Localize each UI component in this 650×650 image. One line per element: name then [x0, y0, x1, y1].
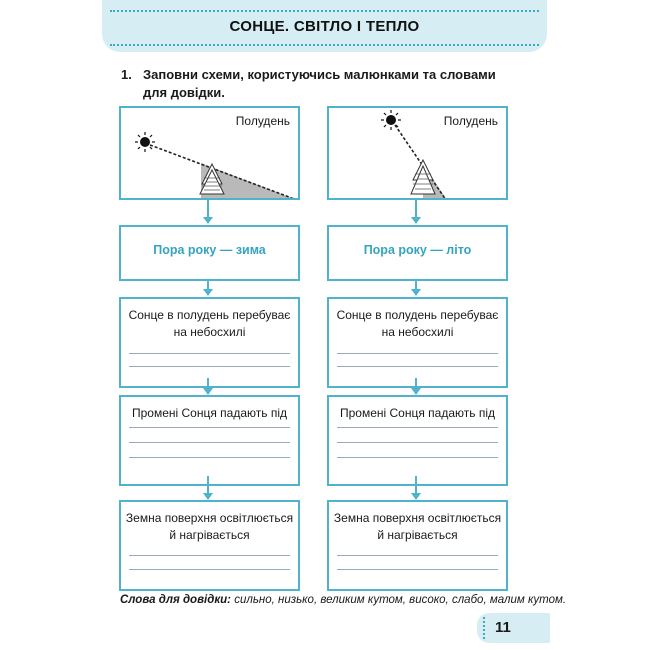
reference-words-list: сильно, низько, великим кутом, високо, слабо, малим кутом. — [231, 594, 567, 606]
season-label-winter: Пора року — зима — [153, 243, 266, 257]
summer-noon-illustration — [327, 106, 508, 200]
rays-text: Промені Сонця падають під — [131, 406, 288, 420]
rays-box-summer — [327, 395, 508, 486]
season-box-winter — [119, 225, 300, 281]
answer-line[interactable] — [337, 555, 498, 556]
answer-line[interactable] — [129, 366, 290, 367]
page-title: СОНЦЕ. СВІТЛО І ТЕПЛО — [229, 18, 420, 35]
reference-words-label: Слова для довідки: — [120, 594, 232, 606]
noon-label: Полудень — [443, 114, 498, 128]
answer-line[interactable] — [129, 569, 290, 570]
answer-line[interactable] — [337, 569, 498, 570]
summer-sun-shadow-drawing — [329, 108, 506, 198]
page-number-tab — [477, 613, 550, 643]
reference-words — [120, 594, 566, 606]
answer-line[interactable] — [129, 555, 290, 556]
sun-position-text: Сонце в полудень перебуває на небосхилі — [336, 308, 499, 339]
answer-line[interactable] — [337, 442, 498, 443]
page-tab-dotted-line — [483, 617, 485, 639]
page-number: 11 — [495, 619, 511, 636]
header-banner — [102, 0, 547, 52]
banner-dotted-line-bottom — [110, 44, 539, 46]
winter-sun-shadow-drawing — [121, 108, 298, 198]
answer-line[interactable] — [129, 353, 290, 354]
answer-line[interactable] — [129, 457, 290, 458]
task-text: Заповни схеми, користуючись малюнками та словами для довідки. — [143, 67, 496, 100]
answer-line[interactable] — [129, 427, 290, 428]
surface-box-winter — [119, 500, 300, 591]
surface-text: Земна поверхня освітлюється й нагрівається — [333, 511, 502, 542]
rays-box-winter — [119, 395, 300, 486]
answer-line[interactable] — [337, 366, 498, 367]
task-number: 1. — [121, 67, 132, 82]
answer-line[interactable] — [337, 427, 498, 428]
answer-line[interactable] — [129, 442, 290, 443]
answer-line[interactable] — [337, 353, 498, 354]
winter-noon-illustration — [119, 106, 300, 200]
sun-position-box-winter — [119, 297, 300, 388]
season-box-summer — [327, 225, 508, 281]
sun-icon — [381, 110, 401, 130]
answer-line[interactable] — [337, 457, 498, 458]
surface-text: Земна поверхня освітлюється й нагрівається — [125, 511, 294, 542]
season-label-summer: Пора року — літо — [363, 243, 472, 257]
rays-text: Промені Сонця падають під — [339, 406, 496, 420]
sun-position-box-summer — [327, 297, 508, 388]
banner-dotted-line-top — [110, 10, 539, 12]
sun-icon — [135, 132, 155, 152]
sun-position-text: Сонце в полудень перебуває на небосхилі — [128, 308, 291, 339]
tree-icon — [411, 160, 435, 194]
noon-label: Полудень — [235, 114, 290, 128]
surface-box-summer — [327, 500, 508, 591]
